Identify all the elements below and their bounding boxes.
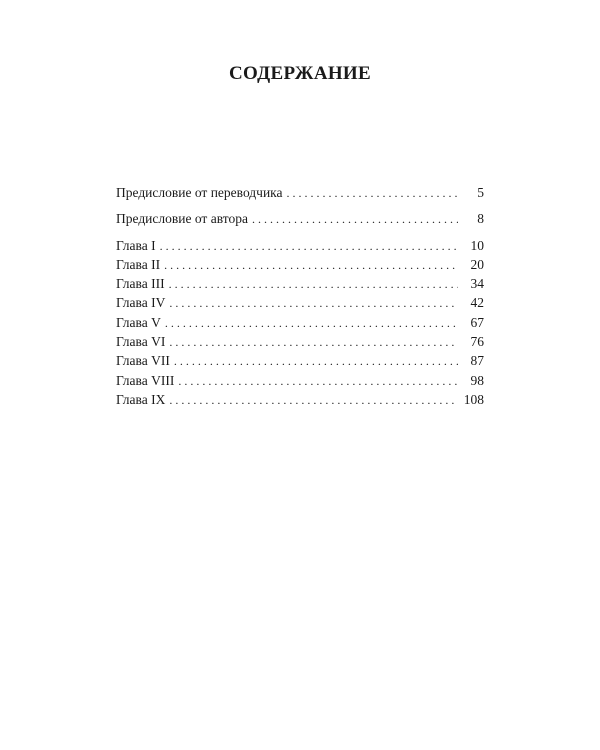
toc-entry xyxy=(116,236,484,255)
toc-dot-leader xyxy=(165,314,458,332)
toc-entry-label: Глава I xyxy=(116,237,156,253)
toc-dot-leader xyxy=(252,210,458,228)
toc-entry-page: 34 xyxy=(470,276,484,292)
toc-entry-label: Глава III xyxy=(116,276,165,292)
toc-entry-label: Глава V xyxy=(116,314,161,330)
toc-entry-page: 5 xyxy=(477,185,484,200)
toc-entry-page: 8 xyxy=(477,211,484,227)
toc-entry-label: Предисловие от автора xyxy=(116,211,248,227)
toc-entry xyxy=(116,332,484,351)
toc-entry-label: Глава VIII xyxy=(116,372,175,388)
toc-dot-leader xyxy=(169,275,458,293)
toc-entry-label: Предисловие от переводчика xyxy=(116,185,283,200)
toc-entry-page: 67 xyxy=(470,314,484,330)
toc-entry xyxy=(116,209,484,228)
toc-entry-page: 76 xyxy=(470,334,484,350)
toc-dot-leader xyxy=(287,184,458,202)
toc-entry xyxy=(116,274,484,293)
toc-entry-label: Глава II xyxy=(116,256,161,272)
toc-entry-page: 87 xyxy=(470,353,484,369)
toc-dot-leader xyxy=(174,352,458,370)
toc-entry xyxy=(116,351,484,370)
toc-dot-leader xyxy=(160,237,458,255)
toc-entry xyxy=(116,255,484,274)
toc-entry-page: 42 xyxy=(470,295,484,311)
table-of-contents xyxy=(116,183,484,409)
toc-dot-leader xyxy=(178,372,458,390)
toc-entry xyxy=(116,371,484,390)
toc-entry xyxy=(116,390,484,409)
page-title: СОДЕРЖАНИЕ xyxy=(229,63,371,84)
toc-entry-page: 108 xyxy=(463,391,484,407)
toc-entry-page: 98 xyxy=(470,372,484,388)
toc-dot-leader xyxy=(164,256,458,274)
toc-dot-leader xyxy=(169,294,458,312)
toc-entry-label: Глава VI xyxy=(116,334,166,350)
toc-entry xyxy=(116,183,484,202)
toc-entry-label: Глава IV xyxy=(116,295,166,311)
toc-entry-page: 10 xyxy=(470,237,484,253)
toc-entry-page: 20 xyxy=(470,256,484,272)
toc-entry xyxy=(116,313,484,332)
toc-dot-leader xyxy=(169,333,458,351)
toc-dot-leader xyxy=(169,391,458,409)
toc-entry xyxy=(116,293,484,312)
toc-entry-label: Глава VII xyxy=(116,353,170,369)
toc-entry-label: Глава IX xyxy=(116,391,166,407)
